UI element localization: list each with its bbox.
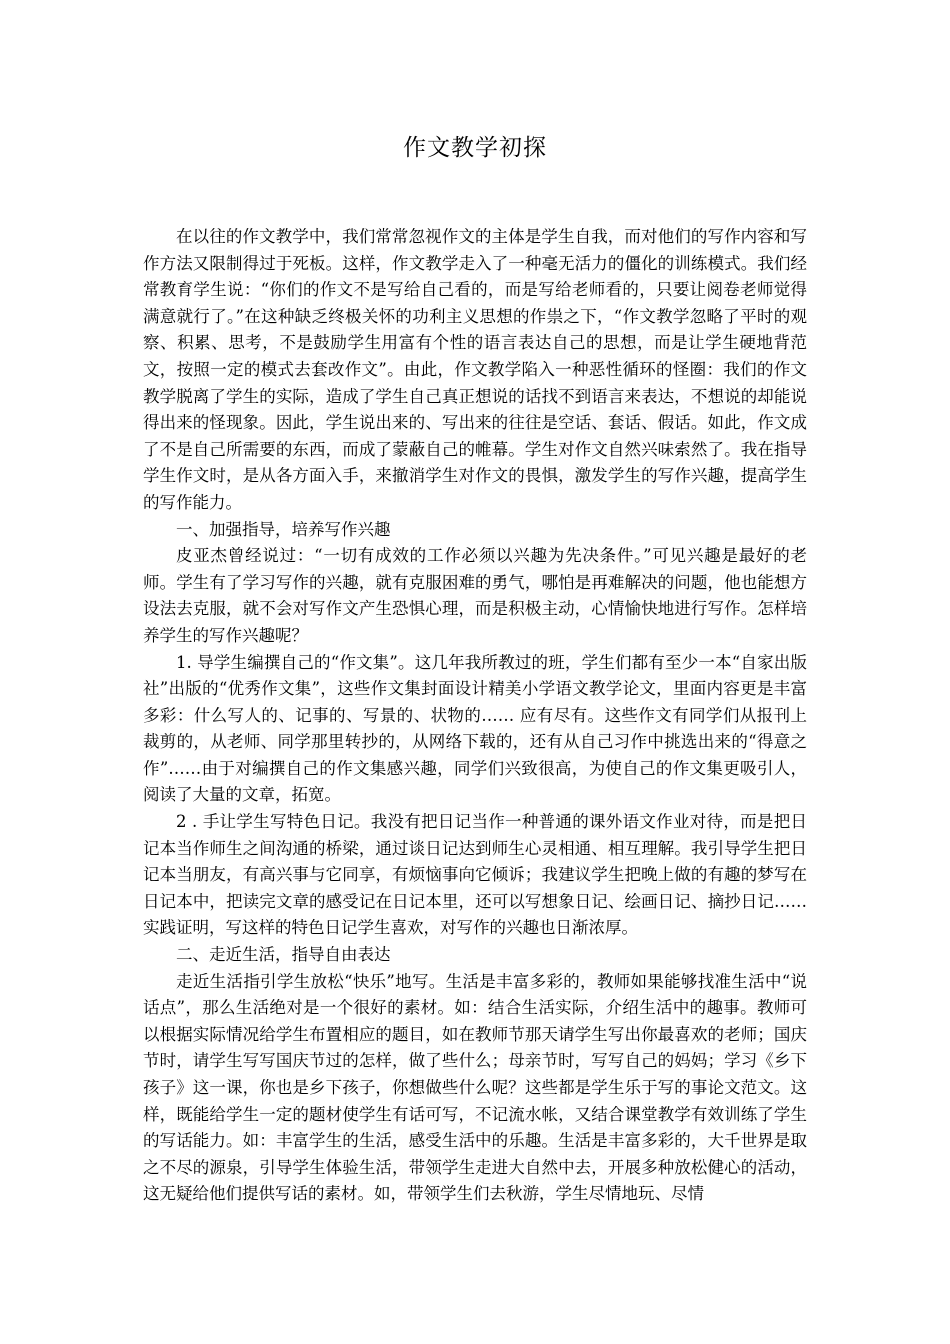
- paragraph-point-1: 1. 导学生编撰自己的“作文集”。这几年我所教过的班，学生们都有至少一本“自家出版社”出版的“优秀作文集”，这些作文集封面设计精美小学语文教学论文，里面内容更是丰富多彩：什么写人的、记事的、写景的、状物的…… 应有尽有。这些作文有同学们从报刊上裁剪的，从老师、同学那里转抄的，从网络下载的，还有从自己习作中挑选出来的“得意之作”……由于对编撰自己的作文集感兴趣，同学们兴致很高，为使自己的作文集更吸引人，阅读了大量的文章，拓宽。: [143, 652, 807, 805]
- section-heading-1: 一、加强指导，培养写作兴趣: [176, 519, 391, 539]
- document-title: 作文教学初探: [403, 135, 547, 161]
- paragraph-interest: 皮亚杰曾经说过：“一切有成效的工作必须以兴趣为先决条件。”可见兴趣是最好的老师。学生有了学习写作的兴趣，就有克服困难的勇气，哪怕是再难解决的问题，他也能想方设法去克服，就不会对写作文产生恐惧心理，而是积极主动，心情愉快地进行写作。怎样培养学生的写作兴趣呢？: [143, 546, 807, 645]
- paragraph-point-2: 2 . 手让学生写特色日记。我没有把日记当作一种普通的课外语文作业对待，而是把日记本当作师生之间沟通的桥梁，通过谈日记达到师生心灵相通、相互理解。我引导学生把日记本当朋友，有高兴事与它同享，有烦恼事向它倾诉；我建议学生把晚上做的有趣的梦写在日记本中，把读完文章的感受记在日记本里，还可以写想象日记、绘画日记、摘抄日记……实践证明，写这样的特色日记学生喜欢，对写作的兴趣也日渐浓厚。: [143, 812, 807, 938]
- paragraph-intro: 在以往的作文教学中，我们常常忽视作文的主体是学生自我，而对他们的写作内容和写作方法又限制得过于死板。这样，作文教学走入了一种毫无活力的僵化的训练模式。我们经常教育学生说：“你们的作文不是写给自己看的，而是写给老师看的，只要让阅卷老师觉得满意就行了。”在这种缺乏终极关怀的功利主义思想的作祟之下，“作文教学忽略了平时的观察、积累、思考，不是鼓励学生用富有个性的语言表达自己的思想，而是让学生硬地背范文，按照一定的模式去套改作文”。由此，作文教学陷入一种恶性循环的怪圈：我们的作文教学脱离了学生的实际，造成了学生自己真正想说的话找不到语言来表达，不想说的却能说得出来的怪现象。因此，学生说出来的、写出来的往往是空话、套话、假话。如此，作文成了不是自己所需要的东西，而成了蒙蔽自己的帷幕。学生对作文自然兴味索然了。我在指导学生作文时，是从各方面入手，来撤消学生对作文的畏惧，激发学生的写作兴趣，提高学生的写作能力。: [143, 227, 807, 512]
- document-body: [143, 224, 807, 1208]
- paragraph-life: 走近生活指引学生放松“快乐”地写。生活是丰富多彩的，教师如果能够找准生活中“说话点”，那么生活绝对是一个很好的素材。如：结合生活实际，介绍生活中的趣事。教师可以根据实际情况给学生布置相应的题目，如在教师节那天请学生写出你最喜欢的老师；国庆节时，请学生写写国庆节过的怎样，做了些什么；母亲节时，写写自己的妈妈；学习《乡下孩子》这一课，你也是乡下孩子，你想做些什么呢？这些都是学生乐于写的事论文范文。这样，既能给学生一定的题材使学生有话可写，不记流水帐，又结合课堂教学有效训练了学生的写话能力。如：丰富学生的生活，感受生活中的乐趣。生活是丰富多彩的，大千世界是取之不尽的源泉，引导学生体验生活，带领学生走进大自然中去，开展多种放松健心的活动，这无疑给他们提供写话的素材。如，带领学生们去秋游，学生尽情地玩、尽情: [143, 971, 807, 1204]
- section-heading-2: 二、走近生活，指导自由表达: [176, 945, 391, 965]
